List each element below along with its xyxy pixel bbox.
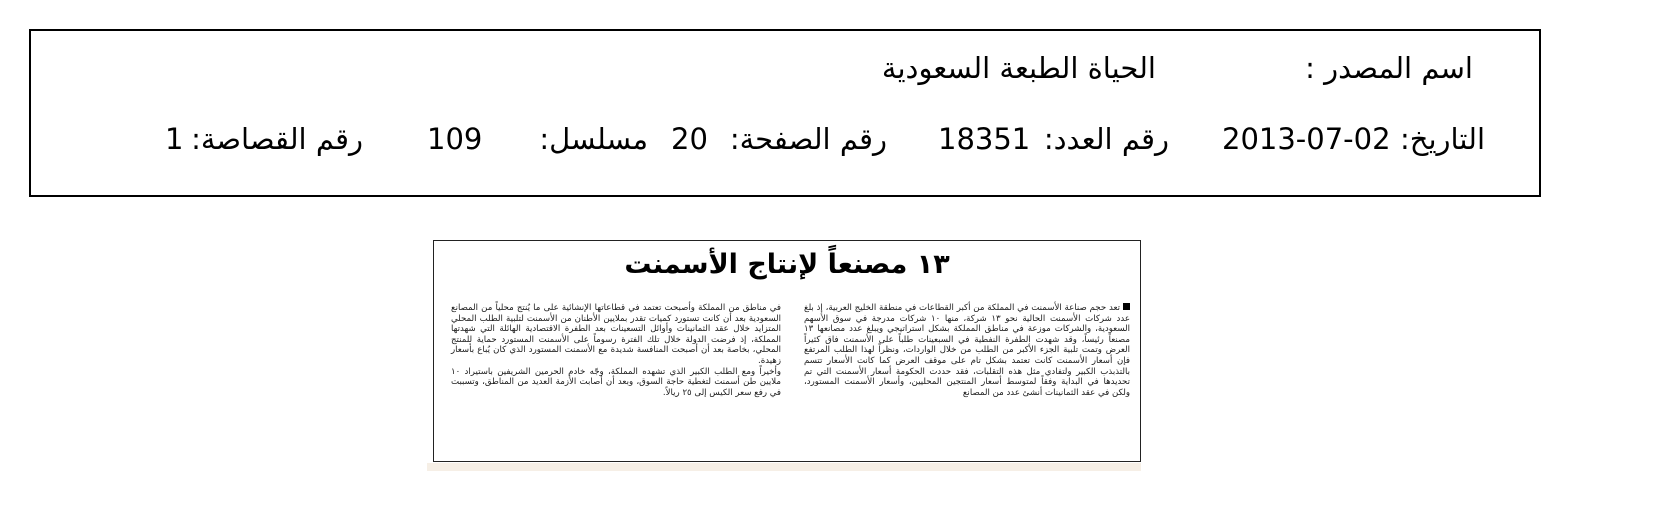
article-left-paragraph-1: في مناطق من المملكة وأصبحت تعتمد في قطاعاتها الإنشائية على ما يُنتج محلياً من المصانع السعودية بعد أن كانت تستورد كميات تقدر بملايين الأطنان من الأسمنت لتلبية الطلب المحلي المتزايد خلال عقد الثمانينات وأوائل التسعينات بعد الطفرة الاقتصادية الهائلة التي شهدتها المملكة، إذ فرضت الدولة خلال تلك الفترة رسوماً على الأسمنت المستورد حماية للمنتج المحلي، بخاصة بعد أن أصبحت المنافسة شديدة مع الأسمنت المستورد الذي كان يُباع بأسعار زهيدة. (451, 303, 781, 366)
page-value: 20 (671, 122, 708, 156)
article-column-left (451, 303, 781, 398)
bullet-square-icon (1123, 303, 1130, 310)
issue-value: 18351 (938, 122, 1031, 156)
source-value: الحياة الطبعة السعودية (881, 51, 1156, 85)
page-label: رقم الصفحة: (729, 122, 887, 156)
newspaper-clipping (427, 230, 1141, 471)
clip-number-value: 1 (165, 122, 184, 156)
article-right-text: تعد حجم صناعة الأسمنت في المملكة من أكبر القطاعات في منطقة الخليج العربية، إذ بلغ عدد شركات الأسمنت الحالية نحو ١٣ شركة، منها ١٠ شركات مدرجة في سوق الأسهم السعودية، والشركات موزعة في مناطق المملكة بشكل استراتيجي ويبلغ عدد مصانعها ١٣ مصنعاً رئيساً، وقد شهدت الطفرة النفطية في السبعينات طلباً على الأسمنت فاق كثيراً العرض وتمت تلبية الجزء الأكبر من الطلب من خلال الواردات، ونظراً لهذا الطلب المرتفع فإن أسعار الأسمنت كانت تعتمد بشكل تام على موقف العرض كما كانت الأسعار تتسم بالتذبذب الكبير ولتفادي مثل هذه التقلبات، فقد حددت الحكومة أسعار الأسمنت التي تم تحديدها في البداية وفقاً لمتوسط أسعار المنتجين المحليين، وأسعار الأسمنت المستورد، ولكن في عقد الثمانينات أنشئ عدد من المصانع (804, 303, 1130, 398)
article-headline: ١٣ مصنعاً لإنتاج الأسمنت (624, 249, 950, 280)
clipping-edge (427, 463, 1141, 471)
date-value: 2013-07-02 (1222, 122, 1391, 156)
serial-label: مسلسل: (539, 122, 648, 156)
clipping-frame (433, 240, 1141, 462)
source-label: اسم المصدر : (1305, 51, 1473, 85)
date-label: التاريخ: (1399, 122, 1485, 156)
article-column-right (804, 303, 1130, 398)
article-left-paragraph-2: وأخيراً ومع الطلب الكبير الذي تشهده المملكة، وجّه خادم الحرمين الشريفين باستيراد ١٠ ملايين طن أسمنت لتغطية حاجة السوق، وبعد أن أصابت الأزمة العديد من المناطق، وتسببت في رفع سعر الكيس إلى ٢٥ ريالاً. (451, 366, 781, 398)
issue-label: رقم العدد: (1043, 122, 1169, 156)
clip-number-label: رقم القصاصة: (191, 122, 363, 156)
serial-value: 109 (427, 122, 483, 156)
